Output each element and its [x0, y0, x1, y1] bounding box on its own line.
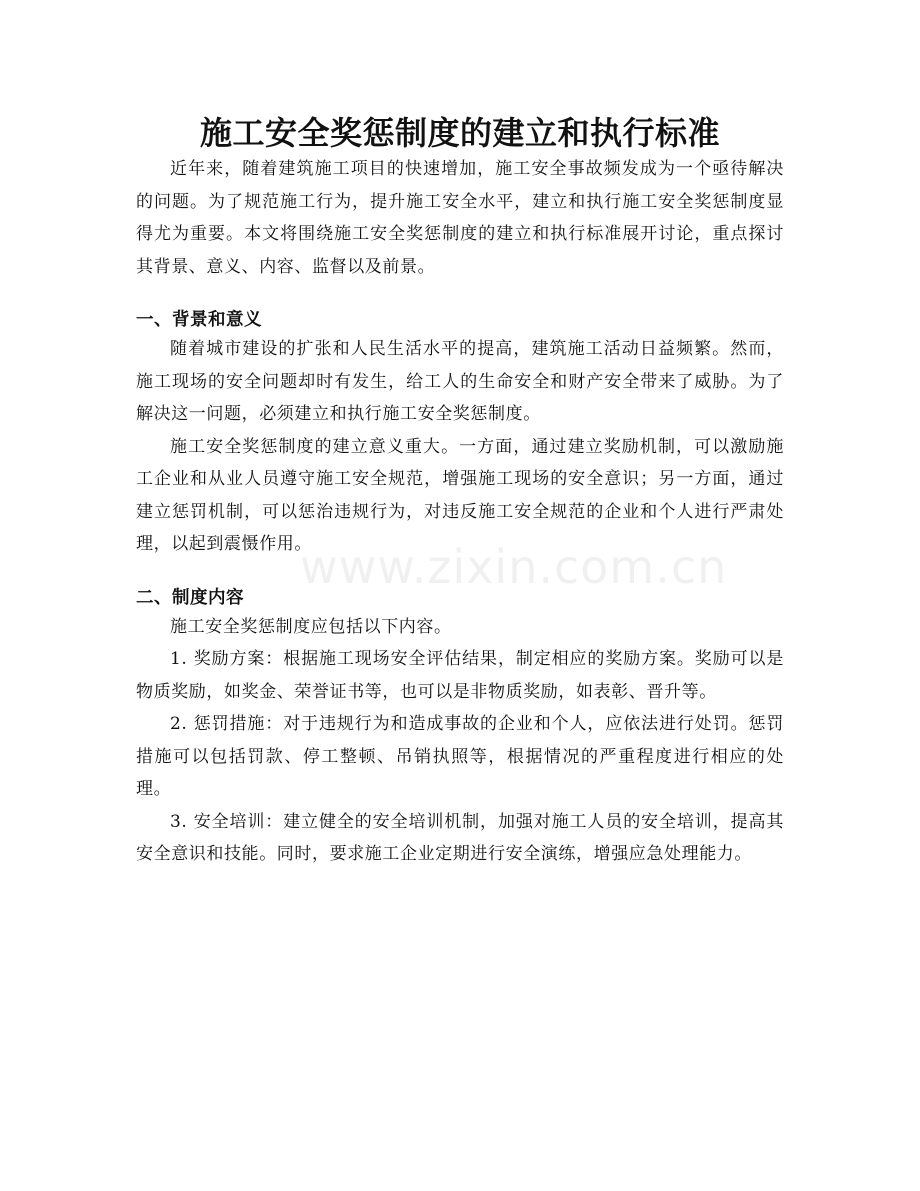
paragraph-content-intro: 施工安全奖惩制度应包括以下内容。: [170, 616, 452, 637]
document-title: 施工安全奖惩制度的建立和执行标准: [199, 114, 720, 152]
section-heading-content: 二、制度内容: [136, 587, 244, 608]
watermark: www.zixin.com.cn: [300, 540, 728, 594]
intro-paragraph: 近年来，随着建筑施工项目的快速增加，施工安全事故频发成为一个亟待解决的问题。为了规范施工行为，提升施工安全水平，建立和执行施工安全奖惩制度显得尤为重要。本文将围绕施工安全奖惩制度的建立和执行标准展开讨论，重点探讨其背景、意义、内容、监督以及前景。: [136, 159, 784, 277]
list-item-penalty-measures: 2. 惩罚措施：对于违规行为和造成事故的企业和个人，应依法进行处罚。惩罚措施可以包括罚款、停工整顿、吊销执照等，根据情况的严重程度进行相应的处理。: [136, 714, 784, 799]
paragraph-background-2: 施工安全奖惩制度的建立意义重大。一方面，通过建立奖励机制，可以激励施工企业和从业人员遵守施工安全规范，增强施工现场的安全意识；另一方面，通过建立惩罚机制，可以惩治违规行为，对违反施工安全规范的企业和个人进行严肃处理，以起到震慑作用。: [136, 436, 784, 554]
list-item-safety-training: 3. 安全培训：建立健全的安全培训机制，加强对施工人员的安全培训，提高其安全意识和技能。同时，要求施工企业定期进行安全演练，增强应急处理能力。: [136, 811, 784, 864]
list-item-reward-plan: 1. 奖励方案：根据施工现场安全评估结果，制定相应的奖励方案。奖励可以是物质奖励，如奖金、荣誉证书等，也可以是非物质奖励，如表彰、晋升等。: [136, 649, 784, 702]
paragraph-background-1: 随着城市建设的扩张和人民生活水平的提高，建筑施工活动日益频繁。然而，施工现场的安全问题却时有发生，给工人的生命安全和财产安全带来了威胁。为了解决这一问题，必须建立和执行施工安全奖惩制度。: [136, 339, 784, 424]
section-heading-background: 一、背景和意义: [136, 310, 262, 330]
